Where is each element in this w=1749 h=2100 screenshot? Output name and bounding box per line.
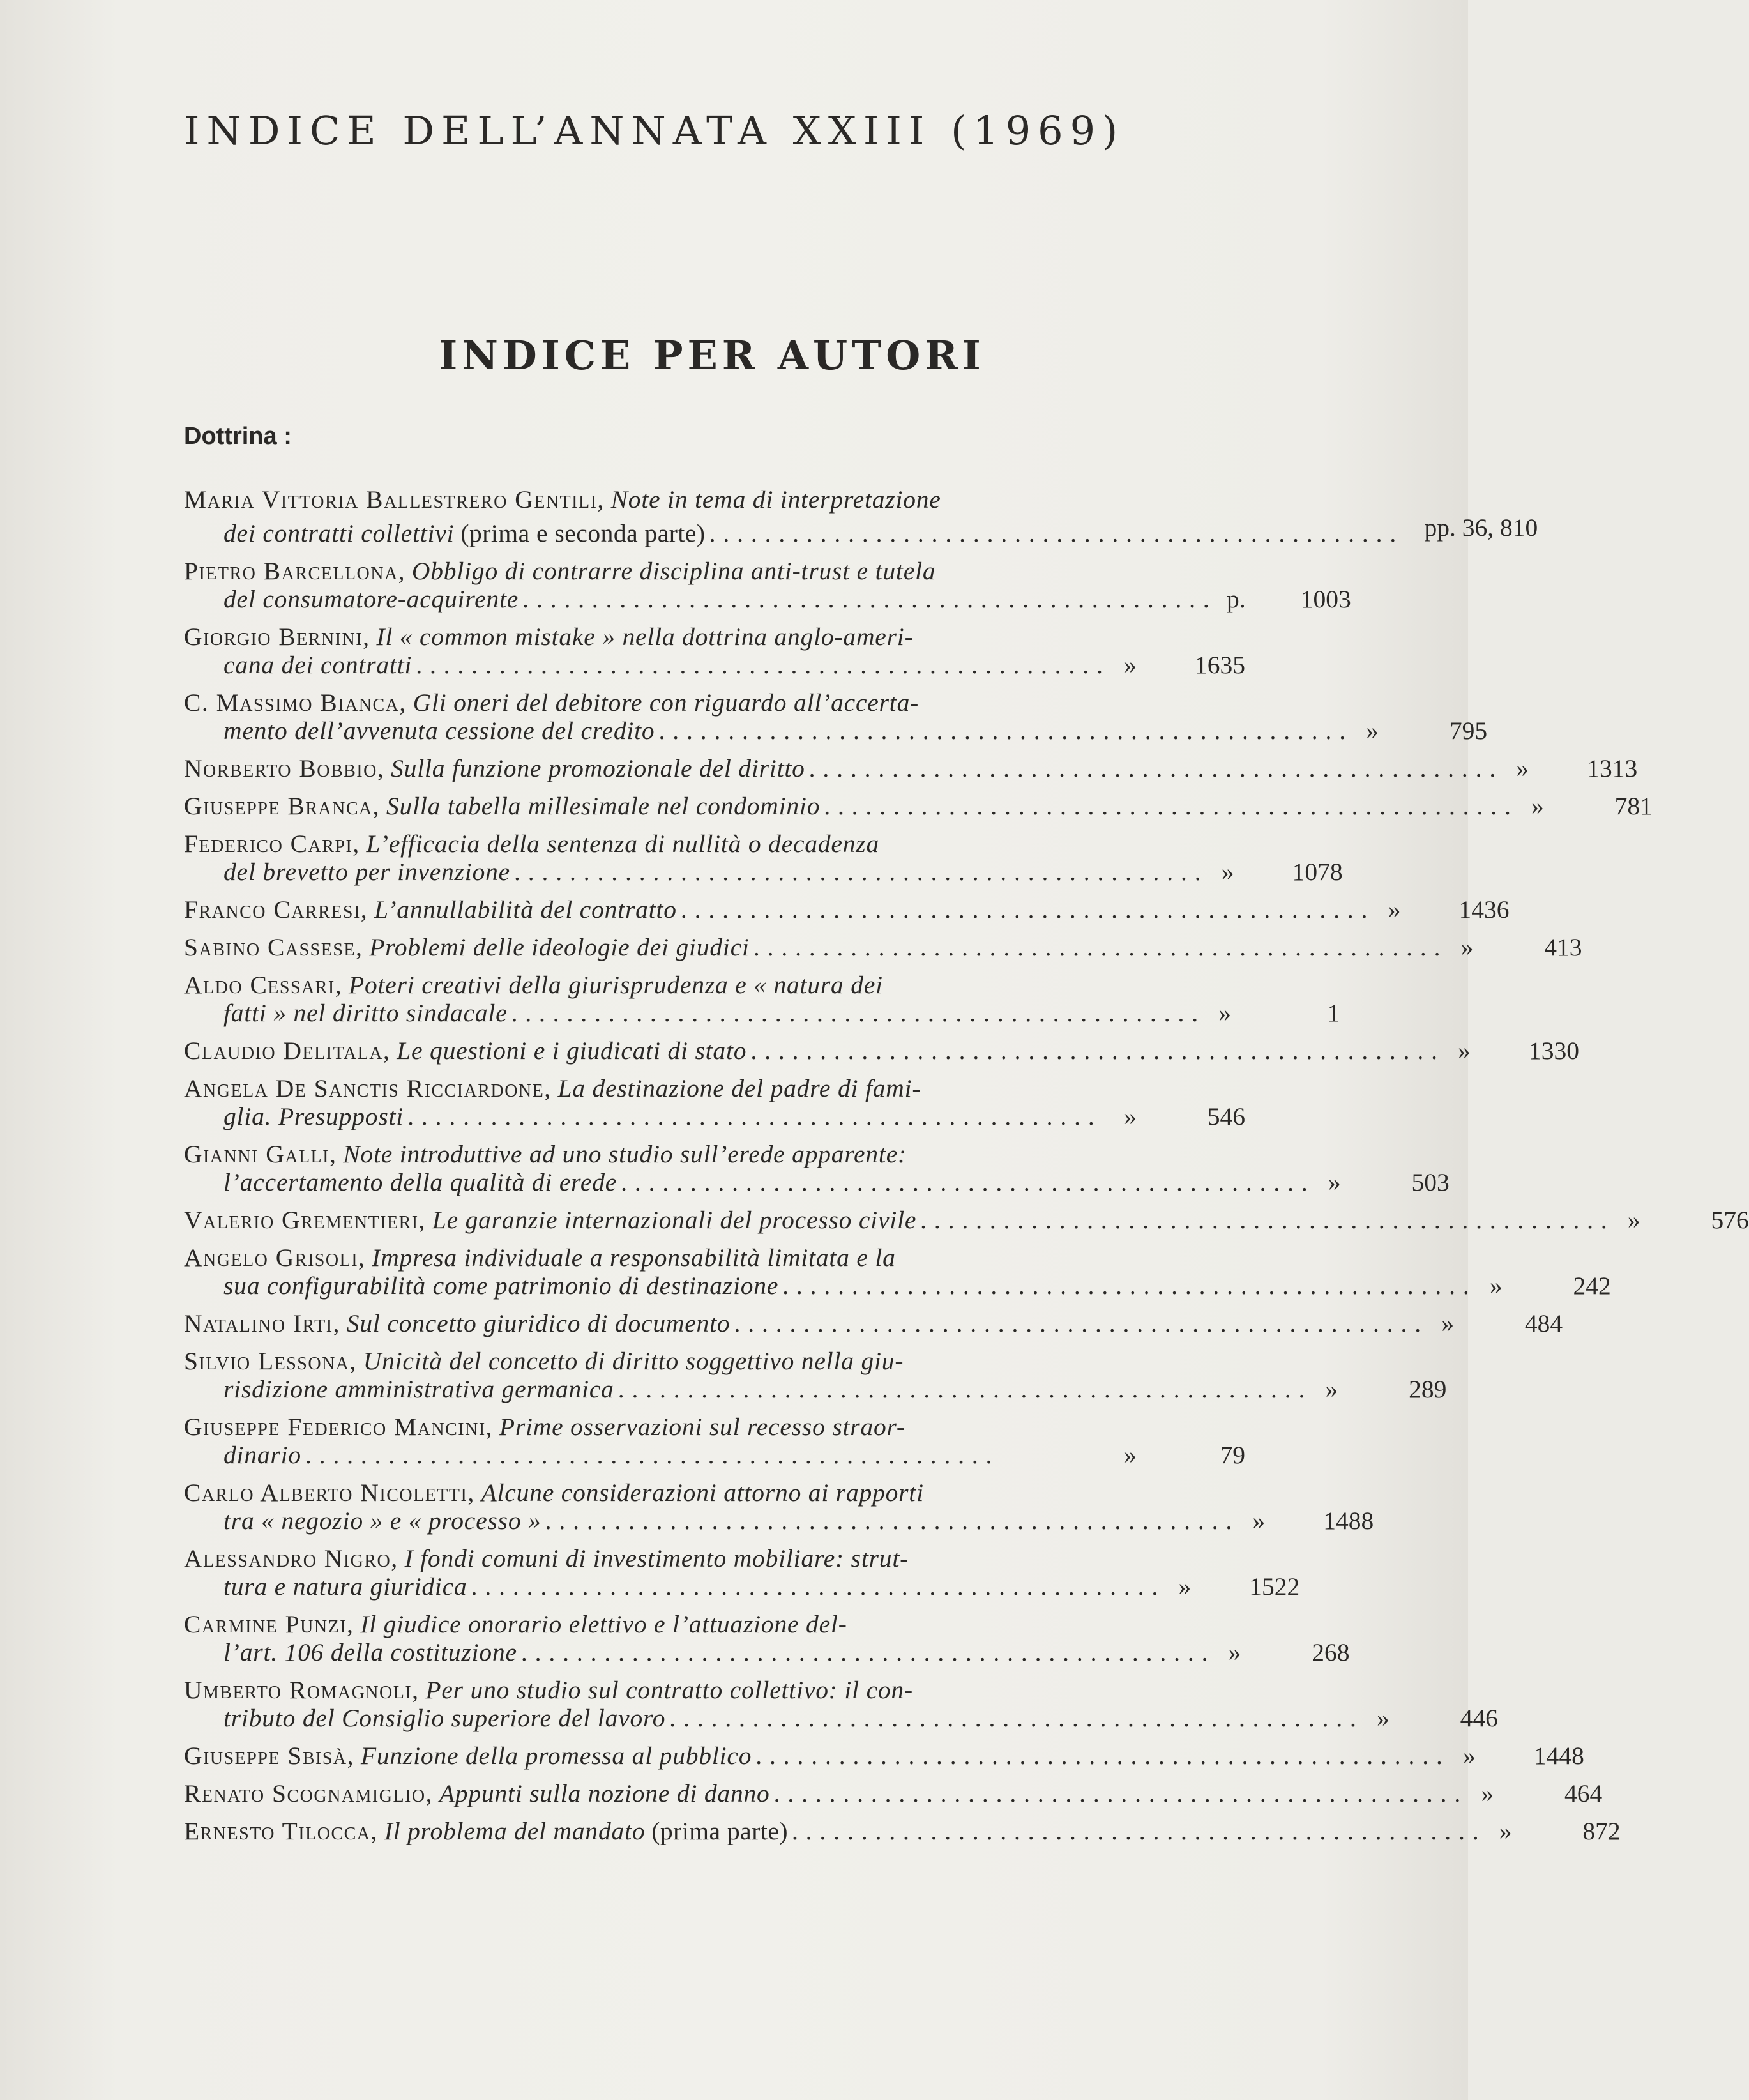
article-title: La destinazione del padre di fami- bbox=[557, 1074, 921, 1102]
entry-line bbox=[184, 858, 1343, 886]
entry-text bbox=[184, 1610, 847, 1638]
article-title: Il problema del mandato bbox=[384, 1817, 646, 1845]
index-entry bbox=[184, 1479, 1374, 1535]
entry-line bbox=[184, 754, 1638, 782]
entry-text bbox=[184, 1309, 730, 1337]
entry-line bbox=[184, 1544, 1068, 1572]
page-prefix: » bbox=[1124, 1441, 1137, 1469]
page-prefix: » bbox=[1221, 858, 1234, 886]
entry-text bbox=[184, 689, 919, 717]
entry-line bbox=[184, 514, 1538, 547]
article-title: Poteri creativi della giurisprudenza e « natura dei bbox=[349, 971, 883, 999]
dot-leader: . . . . . . . . . . . . . . . . . . . . . . . . . . . . . . . . . . . . . . . . . . . . . . . . . . bbox=[734, 1309, 1422, 1337]
page-prefix: » bbox=[1441, 1309, 1454, 1337]
entry-text bbox=[223, 1507, 541, 1535]
author-name: Giuseppe Branca, bbox=[184, 792, 381, 820]
entry-line bbox=[184, 651, 1245, 679]
entry-text bbox=[223, 1441, 301, 1469]
entry-text bbox=[184, 1544, 909, 1572]
author-name: Umberto Romagnoli, bbox=[184, 1676, 420, 1704]
index-entry bbox=[184, 689, 1488, 745]
entry-line bbox=[184, 1676, 1068, 1704]
page-prefix: » bbox=[1228, 1638, 1241, 1666]
article-title: tra « negozio » e « processo » bbox=[223, 1507, 541, 1535]
author-name: Natalino Irti, bbox=[184, 1309, 340, 1337]
page-reference bbox=[1108, 1102, 1245, 1130]
article-title: L’annullabilità del contratto bbox=[374, 895, 677, 924]
author-name: Aldo Cessari, bbox=[184, 971, 343, 999]
entry-line bbox=[184, 1206, 1749, 1234]
article-title: Alcune considerazioni attorno ai rapporti bbox=[481, 1479, 924, 1507]
entry-line bbox=[184, 1817, 1621, 1845]
article-title: mento dell’avvenuta cessione del credito bbox=[223, 717, 655, 745]
page-number: 1078 bbox=[1292, 858, 1343, 886]
article-title: l’art. 106 della costituzione bbox=[223, 1638, 517, 1666]
dot-leader: . . . . . . . . . . . . . . . . . . . . . . . . . . . . . . . . . . . . . . . . . . . . . . . . . . bbox=[755, 1742, 1443, 1770]
index-entry bbox=[184, 557, 1351, 613]
page-reference bbox=[1236, 1507, 1374, 1535]
author-name: C. Massimo Bianca, bbox=[184, 689, 407, 717]
article-title: Le garanzie internazionali del processo civile bbox=[432, 1206, 917, 1234]
article-title: Per uno studio sul contratto collettivo: il con- bbox=[425, 1676, 913, 1704]
entry-text bbox=[223, 1272, 778, 1300]
entry-line bbox=[184, 830, 1068, 858]
author-name: Giuseppe Sbisà, bbox=[184, 1742, 355, 1770]
page-number: 1330 bbox=[1528, 1037, 1579, 1065]
entry-text bbox=[223, 1168, 617, 1196]
dot-leader: . . . . . . . . . . . . . . . . . . . . . . . . . . . . . . . . . . . . . . . . . . . . . . . . . . bbox=[520, 1638, 1209, 1666]
article-title: Il giudice onorario elettivo e l’attuazione del- bbox=[360, 1610, 847, 1638]
page-reference bbox=[1108, 1441, 1245, 1469]
index-entry bbox=[184, 1544, 1300, 1601]
page-number: 795 bbox=[1449, 717, 1488, 745]
index-entry bbox=[184, 1676, 1498, 1732]
index-entry bbox=[184, 895, 1510, 924]
page-number: 1488 bbox=[1323, 1507, 1374, 1535]
author-name: Claudio Delitala, bbox=[184, 1037, 391, 1065]
article-title: Sulla funzione promozionale del diritto bbox=[391, 754, 805, 782]
author-name: Pietro Barcellona, bbox=[184, 557, 406, 585]
entry-text bbox=[184, 1140, 907, 1168]
author-name: Norberto Bobbio, bbox=[184, 754, 385, 782]
page-prefix: p. bbox=[1226, 585, 1246, 613]
section-title: INDICE PER AUTORI bbox=[439, 332, 985, 379]
page-number: 1 bbox=[1327, 999, 1340, 1027]
article-title: Note introduttive ad uno studio sull’erede apparente: bbox=[343, 1140, 907, 1168]
article-title: sua configurabilità come patrimonio di destinazione bbox=[223, 1272, 779, 1300]
article-title: tributo del Consiglio superiore del lavoro bbox=[223, 1704, 666, 1732]
entry-line bbox=[184, 1347, 1068, 1375]
index-entry bbox=[184, 754, 1638, 782]
entry-line bbox=[184, 1507, 1374, 1535]
index-entry bbox=[184, 792, 1653, 820]
entry-text bbox=[184, 485, 941, 514]
page-prefix: » bbox=[1458, 1037, 1471, 1065]
article-title: Funzione della promessa al pubblico bbox=[360, 1742, 752, 1770]
entry-line bbox=[184, 1168, 1450, 1196]
page-number: 79 bbox=[1220, 1441, 1245, 1469]
index-entry bbox=[184, 1037, 1579, 1065]
page-prefix: » bbox=[1178, 1572, 1192, 1601]
page-prefix: » bbox=[1124, 651, 1137, 679]
page-prefix: » bbox=[1325, 1375, 1338, 1403]
entry-text bbox=[184, 1074, 921, 1102]
article-title: Gli oneri del debitore con riguardo all’accerta- bbox=[413, 689, 920, 717]
page-reference bbox=[1425, 1309, 1563, 1337]
page-reference bbox=[1213, 1638, 1350, 1666]
entry-text bbox=[184, 792, 820, 820]
entry-line bbox=[184, 1140, 1068, 1168]
entry-text bbox=[223, 717, 655, 745]
article-title: tura e natura giuridica bbox=[223, 1572, 467, 1601]
page-number: 268 bbox=[1312, 1638, 1350, 1666]
index-entry bbox=[184, 1779, 1603, 1807]
page-number: 503 bbox=[1411, 1168, 1450, 1196]
entry-text bbox=[184, 895, 677, 924]
dot-leader: . . . . . . . . . . . . . . . . . . . . . . . . . . . . . . . . . . . . . . . . . . . . . . . . . . bbox=[782, 1272, 1470, 1300]
page-reference bbox=[1400, 514, 1538, 542]
page-prefix: » bbox=[1531, 792, 1544, 820]
page-reference bbox=[1515, 792, 1653, 820]
page-reference bbox=[1372, 895, 1509, 924]
author-name: Sabino Cassese, bbox=[184, 933, 363, 961]
entry-line bbox=[184, 1610, 1068, 1638]
page-prefix bbox=[1400, 514, 1424, 542]
article-title: dinario bbox=[223, 1441, 301, 1469]
index-entry bbox=[184, 830, 1343, 886]
page-prefix: » bbox=[1328, 1168, 1341, 1196]
page-prefix: » bbox=[1124, 1102, 1137, 1130]
page-reference bbox=[1447, 1742, 1584, 1770]
dot-leader: . . . . . . . . . . . . . . . . . . . . . . . . . . . . . . . . . . . . . . . . . . . . . . . . . . bbox=[514, 858, 1202, 886]
entry-line bbox=[184, 585, 1351, 613]
article-title: Prime osservazioni sul recesso straor- bbox=[499, 1413, 905, 1441]
page-reference bbox=[1162, 1572, 1299, 1601]
index-entry bbox=[184, 971, 1340, 1027]
author-name: Carlo Alberto Nicoletti, bbox=[184, 1479, 475, 1507]
article-note: (prima parte) bbox=[651, 1817, 789, 1845]
entry-line bbox=[184, 1244, 1068, 1272]
author-name: Franco Carresi, bbox=[184, 895, 368, 924]
article-title: del brevetto per invenzione bbox=[223, 858, 511, 886]
entry-line bbox=[184, 1441, 1245, 1469]
entry-text bbox=[184, 933, 750, 961]
page-number: 1436 bbox=[1458, 895, 1510, 924]
article-title: I fondi comuni di investimento mobiliare: strut- bbox=[404, 1544, 909, 1572]
dot-leader: . . . . . . . . . . . . . . . . . . . . . . . . . . . . . . . . . . . . . . . . . . . . . . . . . . bbox=[407, 1102, 1095, 1130]
entry-text bbox=[184, 1037, 746, 1065]
entry-text bbox=[223, 1572, 467, 1601]
page-prefix: » bbox=[1388, 895, 1401, 924]
entry-text bbox=[184, 623, 914, 651]
subsection-heading: Dottrina : bbox=[184, 423, 292, 450]
entry-line bbox=[184, 1309, 1563, 1337]
index-entry bbox=[184, 1413, 1245, 1469]
page-reference bbox=[1108, 651, 1245, 679]
entry-text bbox=[223, 1704, 665, 1732]
page-prefix: » bbox=[1627, 1206, 1640, 1234]
entry-text bbox=[223, 519, 706, 547]
index-entry bbox=[184, 1206, 1749, 1234]
page-prefix: » bbox=[1463, 1742, 1476, 1770]
index-entry bbox=[184, 1742, 1584, 1770]
page-prefix: » bbox=[1460, 933, 1474, 961]
dot-leader: . . . . . . . . . . . . . . . . . . . . . . . . . . . . . . . . . . . . . . . . . . . . . . . . . . bbox=[511, 999, 1199, 1027]
entry-line bbox=[184, 1037, 1579, 1065]
page-reference bbox=[1214, 585, 1351, 613]
article-title: Obbligo di contrarre disciplina anti-trust e tutela bbox=[411, 557, 936, 585]
page-number: 1313 bbox=[1587, 754, 1638, 782]
entry-line bbox=[184, 1742, 1584, 1770]
dot-leader: . . . . . . . . . . . . . . . . . . . . . . . . . . . . . . . . . . . . . . . . . . . . . . . . . . bbox=[621, 1168, 1308, 1196]
entry-text bbox=[184, 557, 935, 585]
article-title: L’efficacia della sentenza di nullità o decadenza bbox=[366, 830, 880, 858]
entry-text bbox=[223, 1102, 404, 1130]
dot-leader: . . . . . . . . . . . . . . . . . . . . . . . . . . . . . . . . . . . . . . . . . . . . . . . . . . bbox=[545, 1507, 1233, 1535]
author-name: Valerio Grementieri, bbox=[184, 1206, 426, 1234]
entry-line bbox=[184, 1074, 1068, 1102]
author-name: Angela De Sanctis Ricciardone, bbox=[184, 1074, 552, 1102]
author-name: Renato Scognamiglio, bbox=[184, 1779, 433, 1807]
entry-line bbox=[184, 689, 1068, 717]
article-title: Problemi delle ideologie dei giudici bbox=[369, 933, 750, 961]
dot-leader: . . . . . . . . . . . . . . . . . . . . . . . . . . . . . . . . . . . . . . . . . . . . . . . . . . bbox=[753, 933, 1441, 961]
entry-text bbox=[223, 1375, 614, 1403]
dot-leader: . . . . . . . . . . . . . . . . . . . . . . . . . . . . . . . . . . . . . . . . . . . . . . . . . . bbox=[669, 1704, 1357, 1732]
article-title: fatti » nel diritto sindacale bbox=[223, 999, 508, 1027]
entry-text bbox=[223, 651, 412, 679]
entry-text bbox=[184, 1206, 916, 1234]
entry-text bbox=[184, 1479, 924, 1507]
page-number: pp. 36, 810 bbox=[1424, 514, 1538, 542]
author-name: Silvio Lessona, bbox=[184, 1347, 357, 1375]
page-number: 289 bbox=[1409, 1375, 1447, 1403]
article-title: l’accertamento della qualità di erede bbox=[223, 1168, 617, 1196]
index-entry bbox=[184, 485, 1538, 547]
article-title: Sulla tabella millesimale nel condominio bbox=[386, 792, 821, 820]
dot-leader: . . . . . . . . . . . . . . . . . . . . . . . . . . . . . . . . . . . . . . . . . . . . . . . . . . bbox=[709, 519, 1397, 547]
entry-line bbox=[184, 1572, 1300, 1601]
entry-line bbox=[184, 485, 1068, 514]
article-title: dei contratti collettivi bbox=[223, 519, 455, 547]
author-name: Ernesto Tilocca, bbox=[184, 1817, 378, 1845]
page-prefix: » bbox=[1218, 999, 1232, 1027]
entry-line bbox=[184, 1704, 1498, 1732]
entry-line bbox=[184, 1479, 1068, 1507]
article-title: Impresa individuale a responsabilità limitata e la bbox=[372, 1244, 896, 1272]
entry-text bbox=[184, 1413, 905, 1441]
dot-leader: . . . . . . . . . . . . . . . . . . . . . . . . . . . . . . . . . . . . . . . . . . . . . . . . . . bbox=[750, 1037, 1438, 1065]
author-name: Angelo Grisoli, bbox=[184, 1244, 366, 1272]
entry-line bbox=[184, 1102, 1245, 1130]
index-entry bbox=[184, 1817, 1621, 1845]
entry-line bbox=[184, 717, 1488, 745]
entry-line bbox=[184, 933, 1582, 961]
author-index-list bbox=[184, 485, 1749, 1855]
article-title: del consumatore-acquirente bbox=[223, 585, 519, 613]
page-reference bbox=[1312, 1168, 1450, 1196]
entry-line bbox=[184, 557, 1068, 585]
entry-line bbox=[184, 971, 1068, 999]
page-reference bbox=[1474, 1272, 1611, 1300]
entry-text bbox=[184, 1676, 913, 1704]
dot-leader: . . . . . . . . . . . . . . . . . . . . . . . . . . . . . . . . . . . . . . . . . . . . . . . . . . bbox=[471, 1572, 1159, 1601]
article-title: Note in tema di interpretazione bbox=[610, 485, 941, 514]
author-name: Giuseppe Federico Mancini, bbox=[184, 1413, 494, 1441]
running-head: INDICE DELL’ANNATA XXIII (1969) bbox=[184, 107, 1125, 154]
dot-leader: . . . . . . . . . . . . . . . . . . . . . . . . . . . . . . . . . . . . . . . . . . . . . . . . . . bbox=[824, 792, 1511, 820]
page-number: 546 bbox=[1207, 1102, 1245, 1130]
page-number: 872 bbox=[1582, 1817, 1621, 1845]
page-prefix: » bbox=[1366, 717, 1379, 745]
entry-line bbox=[184, 999, 1340, 1027]
entry-text bbox=[184, 1244, 896, 1272]
dot-leader: . . . . . . . . . . . . . . . . . . . . . . . . . . . . . . . . . . . . . . . . . . . . . . . . . . bbox=[617, 1375, 1306, 1403]
entry-line bbox=[184, 623, 1068, 651]
page-prefix: » bbox=[1516, 754, 1529, 782]
page-number: 446 bbox=[1460, 1704, 1498, 1732]
page-prefix: » bbox=[1489, 1272, 1503, 1300]
article-title: Le questioni e i giudicati di stato bbox=[397, 1037, 747, 1065]
page-number: 576 bbox=[1711, 1206, 1749, 1234]
dot-leader: . . . . . . . . . . . . . . . . . . . . . . . . . . . . . . . . . . . . . . . . . . . . . . . . . . bbox=[658, 717, 1347, 745]
index-entry bbox=[184, 623, 1245, 679]
entry-line bbox=[184, 1638, 1350, 1666]
page-number: 1522 bbox=[1249, 1572, 1300, 1601]
page-number: 1448 bbox=[1533, 1742, 1584, 1770]
author-name: Alessandro Nigro, bbox=[184, 1544, 398, 1572]
page-reference bbox=[1361, 1704, 1498, 1732]
dot-leader: . . . . . . . . . . . . . . . . . . . . . . . . . . . . . . . . . . . . . . . . . . . . . . . . . . bbox=[680, 895, 1368, 924]
page-reference bbox=[1202, 999, 1340, 1027]
entry-text bbox=[223, 999, 508, 1027]
entry-line bbox=[184, 1272, 1611, 1300]
entry-text bbox=[184, 1779, 770, 1807]
author-name: Federico Carpi, bbox=[184, 830, 360, 858]
page-reference bbox=[1206, 858, 1343, 886]
page-reference bbox=[1350, 717, 1487, 745]
article-title: cana dei contratti bbox=[223, 651, 413, 679]
index-entry bbox=[184, 933, 1582, 961]
entry-text bbox=[184, 1817, 788, 1845]
page-number: 413 bbox=[1544, 933, 1582, 961]
page-prefix: » bbox=[1499, 1817, 1512, 1845]
dot-leader: . . . . . . . . . . . . . . . . . . . . . . . . . . . . . . . . . . . . . . . . . . . . . . . . . . bbox=[792, 1817, 1480, 1845]
entry-text bbox=[184, 971, 883, 999]
author-name: Maria Vittoria Ballestrero Gentili, bbox=[184, 485, 605, 514]
entry-text bbox=[223, 1638, 517, 1666]
entry-line bbox=[184, 895, 1510, 924]
page-reference bbox=[1444, 933, 1582, 961]
article-title: risdizione amministrativa germanica bbox=[223, 1375, 614, 1403]
article-title: Appunti sulla nozione di danno bbox=[439, 1779, 770, 1807]
page-number: 242 bbox=[1573, 1272, 1611, 1300]
entry-text bbox=[184, 1742, 752, 1770]
dot-leader: . . . . . . . . . . . . . . . . . . . . . . . . . . . . . . . . . . . . . . . . . . . . . . . . . . bbox=[522, 585, 1210, 613]
index-entry bbox=[184, 1140, 1450, 1196]
dot-leader: . . . . . . . . . . . . . . . . . . . . . . . . . . . . . . . . . . . . . . . . . . . . . . . . . . bbox=[773, 1779, 1462, 1807]
author-name: Carmine Punzi, bbox=[184, 1610, 354, 1638]
page-reference bbox=[1612, 1206, 1749, 1234]
index-entry bbox=[184, 1347, 1447, 1403]
article-title: Sul concetto giuridico di documento bbox=[346, 1309, 731, 1337]
page-number: 781 bbox=[1614, 792, 1653, 820]
entry-line bbox=[184, 1413, 1068, 1441]
index-entry bbox=[184, 1610, 1350, 1666]
article-note: (prima e seconda parte) bbox=[460, 519, 706, 547]
dot-leader: . . . . . . . . . . . . . . . . . . . . . . . . . . . . . . . . . . . . . . . . . . . . . . . . . . bbox=[416, 651, 1103, 679]
page-reference bbox=[1500, 754, 1637, 782]
entry-line bbox=[184, 1779, 1603, 1807]
entry-line bbox=[184, 792, 1653, 820]
page-prefix: » bbox=[1481, 1779, 1494, 1807]
article-title: Il « common mistake » nella dottrina anglo-ameri- bbox=[376, 623, 914, 651]
dot-leader: . . . . . . . . . . . . . . . . . . . . . . . . . . . . . . . . . . . . . . . . . . . . . . . . . . bbox=[305, 1441, 993, 1469]
index-entry bbox=[184, 1309, 1563, 1337]
entry-text bbox=[184, 830, 879, 858]
entry-text bbox=[223, 858, 510, 886]
article-title: Unicità del concetto di diritto soggettivo nella giu- bbox=[363, 1347, 904, 1375]
page-prefix: » bbox=[1377, 1704, 1389, 1732]
author-name: Giorgio Bernini, bbox=[184, 623, 370, 651]
author-name: Gianni Galli, bbox=[184, 1140, 337, 1168]
entry-text bbox=[223, 585, 519, 613]
dot-leader: . . . . . . . . . . . . . . . . . . . . . . . . . . . . . . . . . . . . . . . . . . . . . . . . . . bbox=[808, 754, 1497, 782]
index-entry bbox=[184, 1244, 1611, 1300]
page-number: 1635 bbox=[1195, 651, 1245, 679]
page-reference bbox=[1483, 1817, 1621, 1845]
page-reference bbox=[1442, 1037, 1579, 1065]
page-number: 1003 bbox=[1300, 585, 1351, 613]
entry-text bbox=[184, 754, 805, 782]
entry-line bbox=[184, 1375, 1447, 1403]
page-reference bbox=[1465, 1779, 1602, 1807]
page-prefix: » bbox=[1252, 1507, 1266, 1535]
entry-text bbox=[184, 1347, 904, 1375]
page-reference bbox=[1309, 1375, 1446, 1403]
article-title: glia. Presupposti bbox=[223, 1102, 404, 1130]
page-number: 464 bbox=[1564, 1779, 1603, 1807]
index-entry bbox=[184, 1074, 1245, 1130]
page-number: 484 bbox=[1524, 1309, 1563, 1337]
dot-leader: . . . . . . . . . . . . . . . . . . . . . . . . . . . . . . . . . . . . . . . . . . . . . . . . . . bbox=[920, 1206, 1608, 1234]
